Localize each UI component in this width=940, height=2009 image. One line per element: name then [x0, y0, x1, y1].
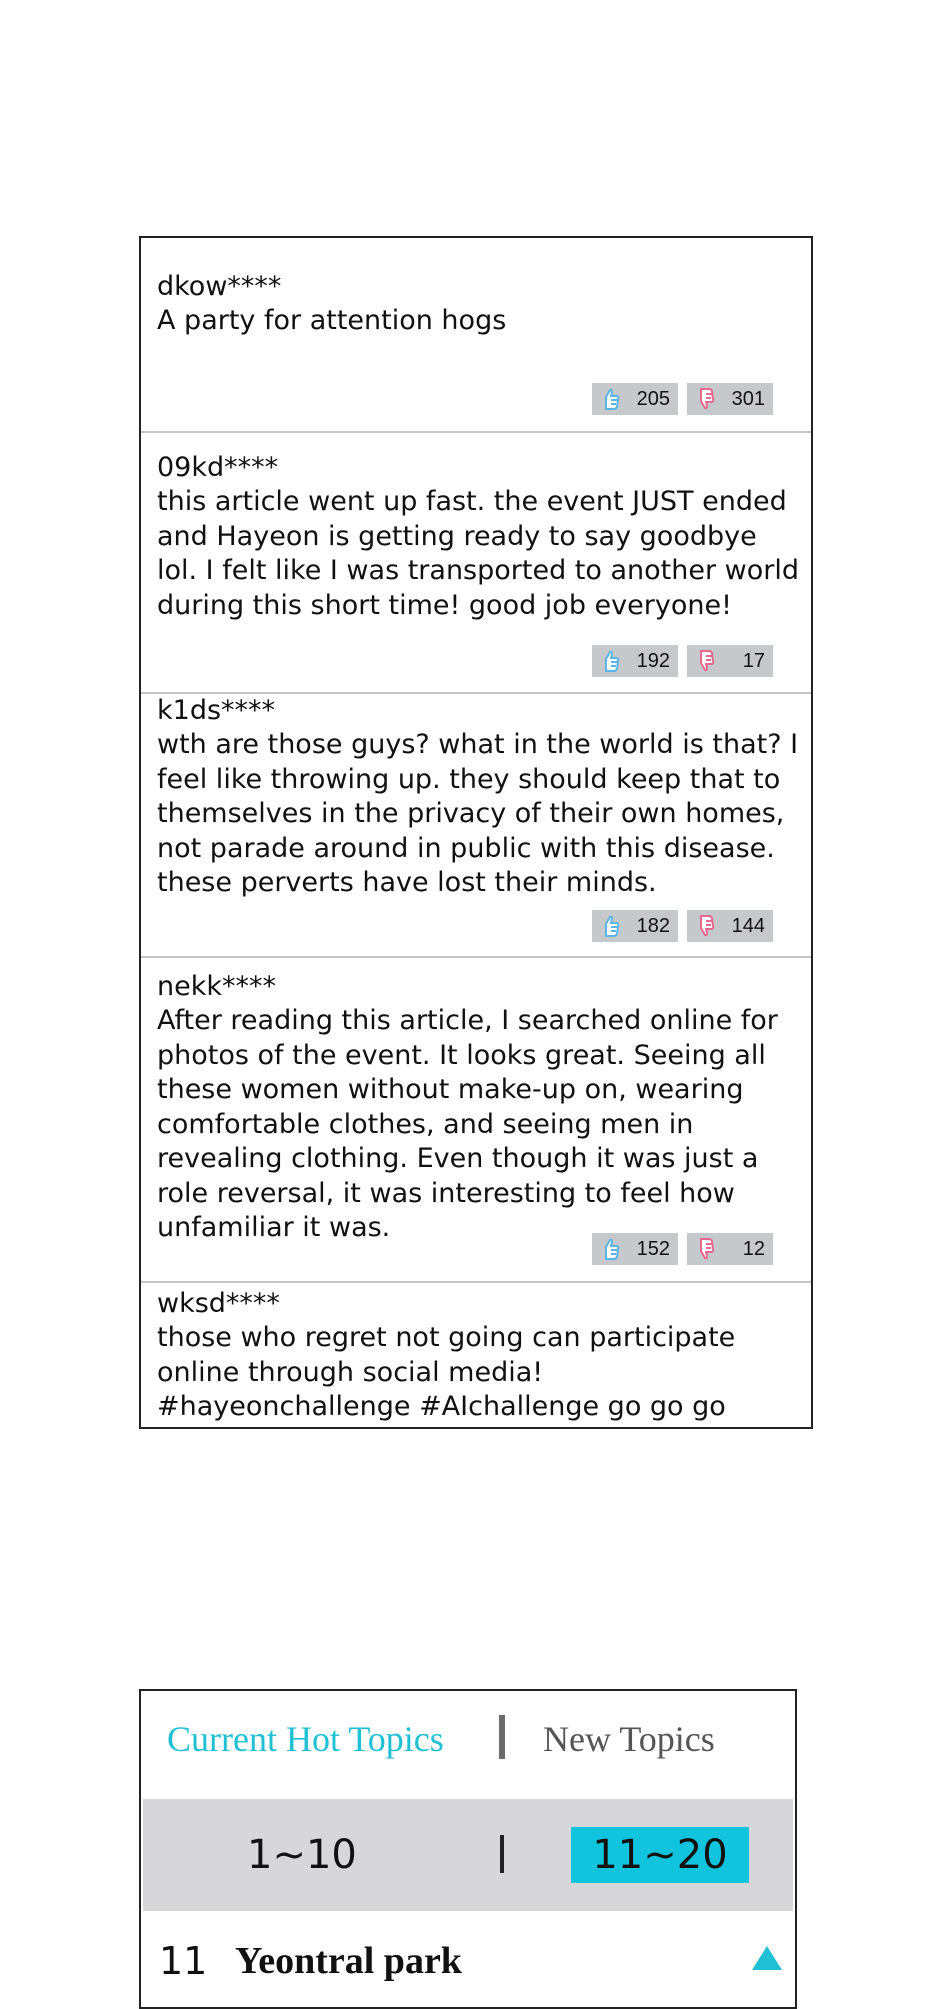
dislike-count: 12 — [742, 1237, 765, 1260]
triangle-up-icon — [752, 1946, 782, 1970]
comment-list — [139, 236, 813, 1429]
like-count: 152 — [636, 1237, 670, 1260]
comment-username[interactable]: 09kd**** — [157, 452, 279, 483]
comment-username[interactable]: nekk**** — [157, 971, 276, 1002]
range-selector — [143, 1799, 793, 1911]
comment-item — [141, 433, 811, 694]
hot-topics-panel — [139, 1689, 797, 2009]
like-button[interactable] — [592, 910, 678, 942]
comment-username[interactable]: wksd**** — [157, 1288, 280, 1319]
like-count: 205 — [636, 387, 670, 410]
range-divider — [500, 1835, 504, 1873]
tab-new-topics[interactable]: New Topics — [543, 1719, 715, 1759]
comment-item — [141, 958, 811, 1283]
thumbs-down-icon — [697, 915, 715, 937]
thumbs-down-icon — [697, 650, 715, 672]
comment-item — [141, 694, 811, 958]
like-count: 182 — [636, 914, 670, 937]
dislike-button[interactable] — [687, 910, 773, 942]
comment-text: wth are those guys? what in the world is that? I feel like throwing up. they should keep that to themselves in the privacy of their own homes, not parade around in public with this disease. these perverts have lost their minds. — [157, 729, 799, 898]
thumbs-up-icon — [602, 1238, 620, 1260]
thumbs-up-icon — [602, 650, 620, 672]
comment-votes — [592, 383, 773, 415]
comment-text: those who regret not going can participate online through social media! #hayeonchallenge #AIchallenge go go go — [157, 1322, 736, 1422]
comment-votes — [592, 910, 773, 942]
comment-username[interactable]: dkow**** — [157, 271, 282, 302]
dislike-count: 301 — [731, 387, 765, 410]
thumbs-down-icon — [697, 1238, 715, 1260]
thumbs-up-icon — [602, 388, 620, 410]
like-button[interactable] — [592, 1233, 678, 1265]
comment-username[interactable]: k1ds**** — [157, 695, 276, 726]
like-count: 192 — [636, 649, 670, 672]
dislike-button[interactable] — [687, 645, 773, 677]
dislike-button[interactable] — [687, 1233, 773, 1265]
dislike-button[interactable] — [687, 383, 773, 415]
topic-rank: 11 — [159, 1939, 208, 1983]
comment-votes — [592, 645, 773, 677]
comment-item — [141, 1283, 811, 1429]
comment-text: A party for attention hogs — [157, 305, 507, 336]
comment-votes — [592, 1233, 773, 1265]
comment-item — [141, 238, 811, 433]
dislike-count: 144 — [731, 914, 765, 937]
comment-text: After reading this article, I searched online for photos of the event. It looks great. Seeing all these women without make-up on, wearing comfortable clothes, and seeing men in revealing clothing. Even though it was just a role reversal, it was interesting to feel how unfamiliar it was. — [157, 1005, 778, 1243]
dislike-count: 17 — [742, 649, 765, 672]
thumbs-down-icon — [697, 388, 715, 410]
tab-divider — [499, 1715, 505, 1759]
topic-title[interactable]: Yeontral park — [235, 1940, 462, 1982]
thumbs-up-icon — [602, 915, 620, 937]
range-1-10-button[interactable]: 1~10 — [247, 1832, 357, 1878]
range-11-20-button[interactable]: 11~20 — [571, 1827, 749, 1883]
like-button[interactable] — [592, 383, 678, 415]
tab-current-hot-topics[interactable]: Current Hot Topics — [167, 1719, 444, 1759]
comment-text: this article went up fast. the event JUST ended and Hayeon is getting ready to say goodbye lol. I felt like I was transported to another world during this short time! good job everyone! — [157, 486, 800, 621]
like-button[interactable] — [592, 645, 678, 677]
